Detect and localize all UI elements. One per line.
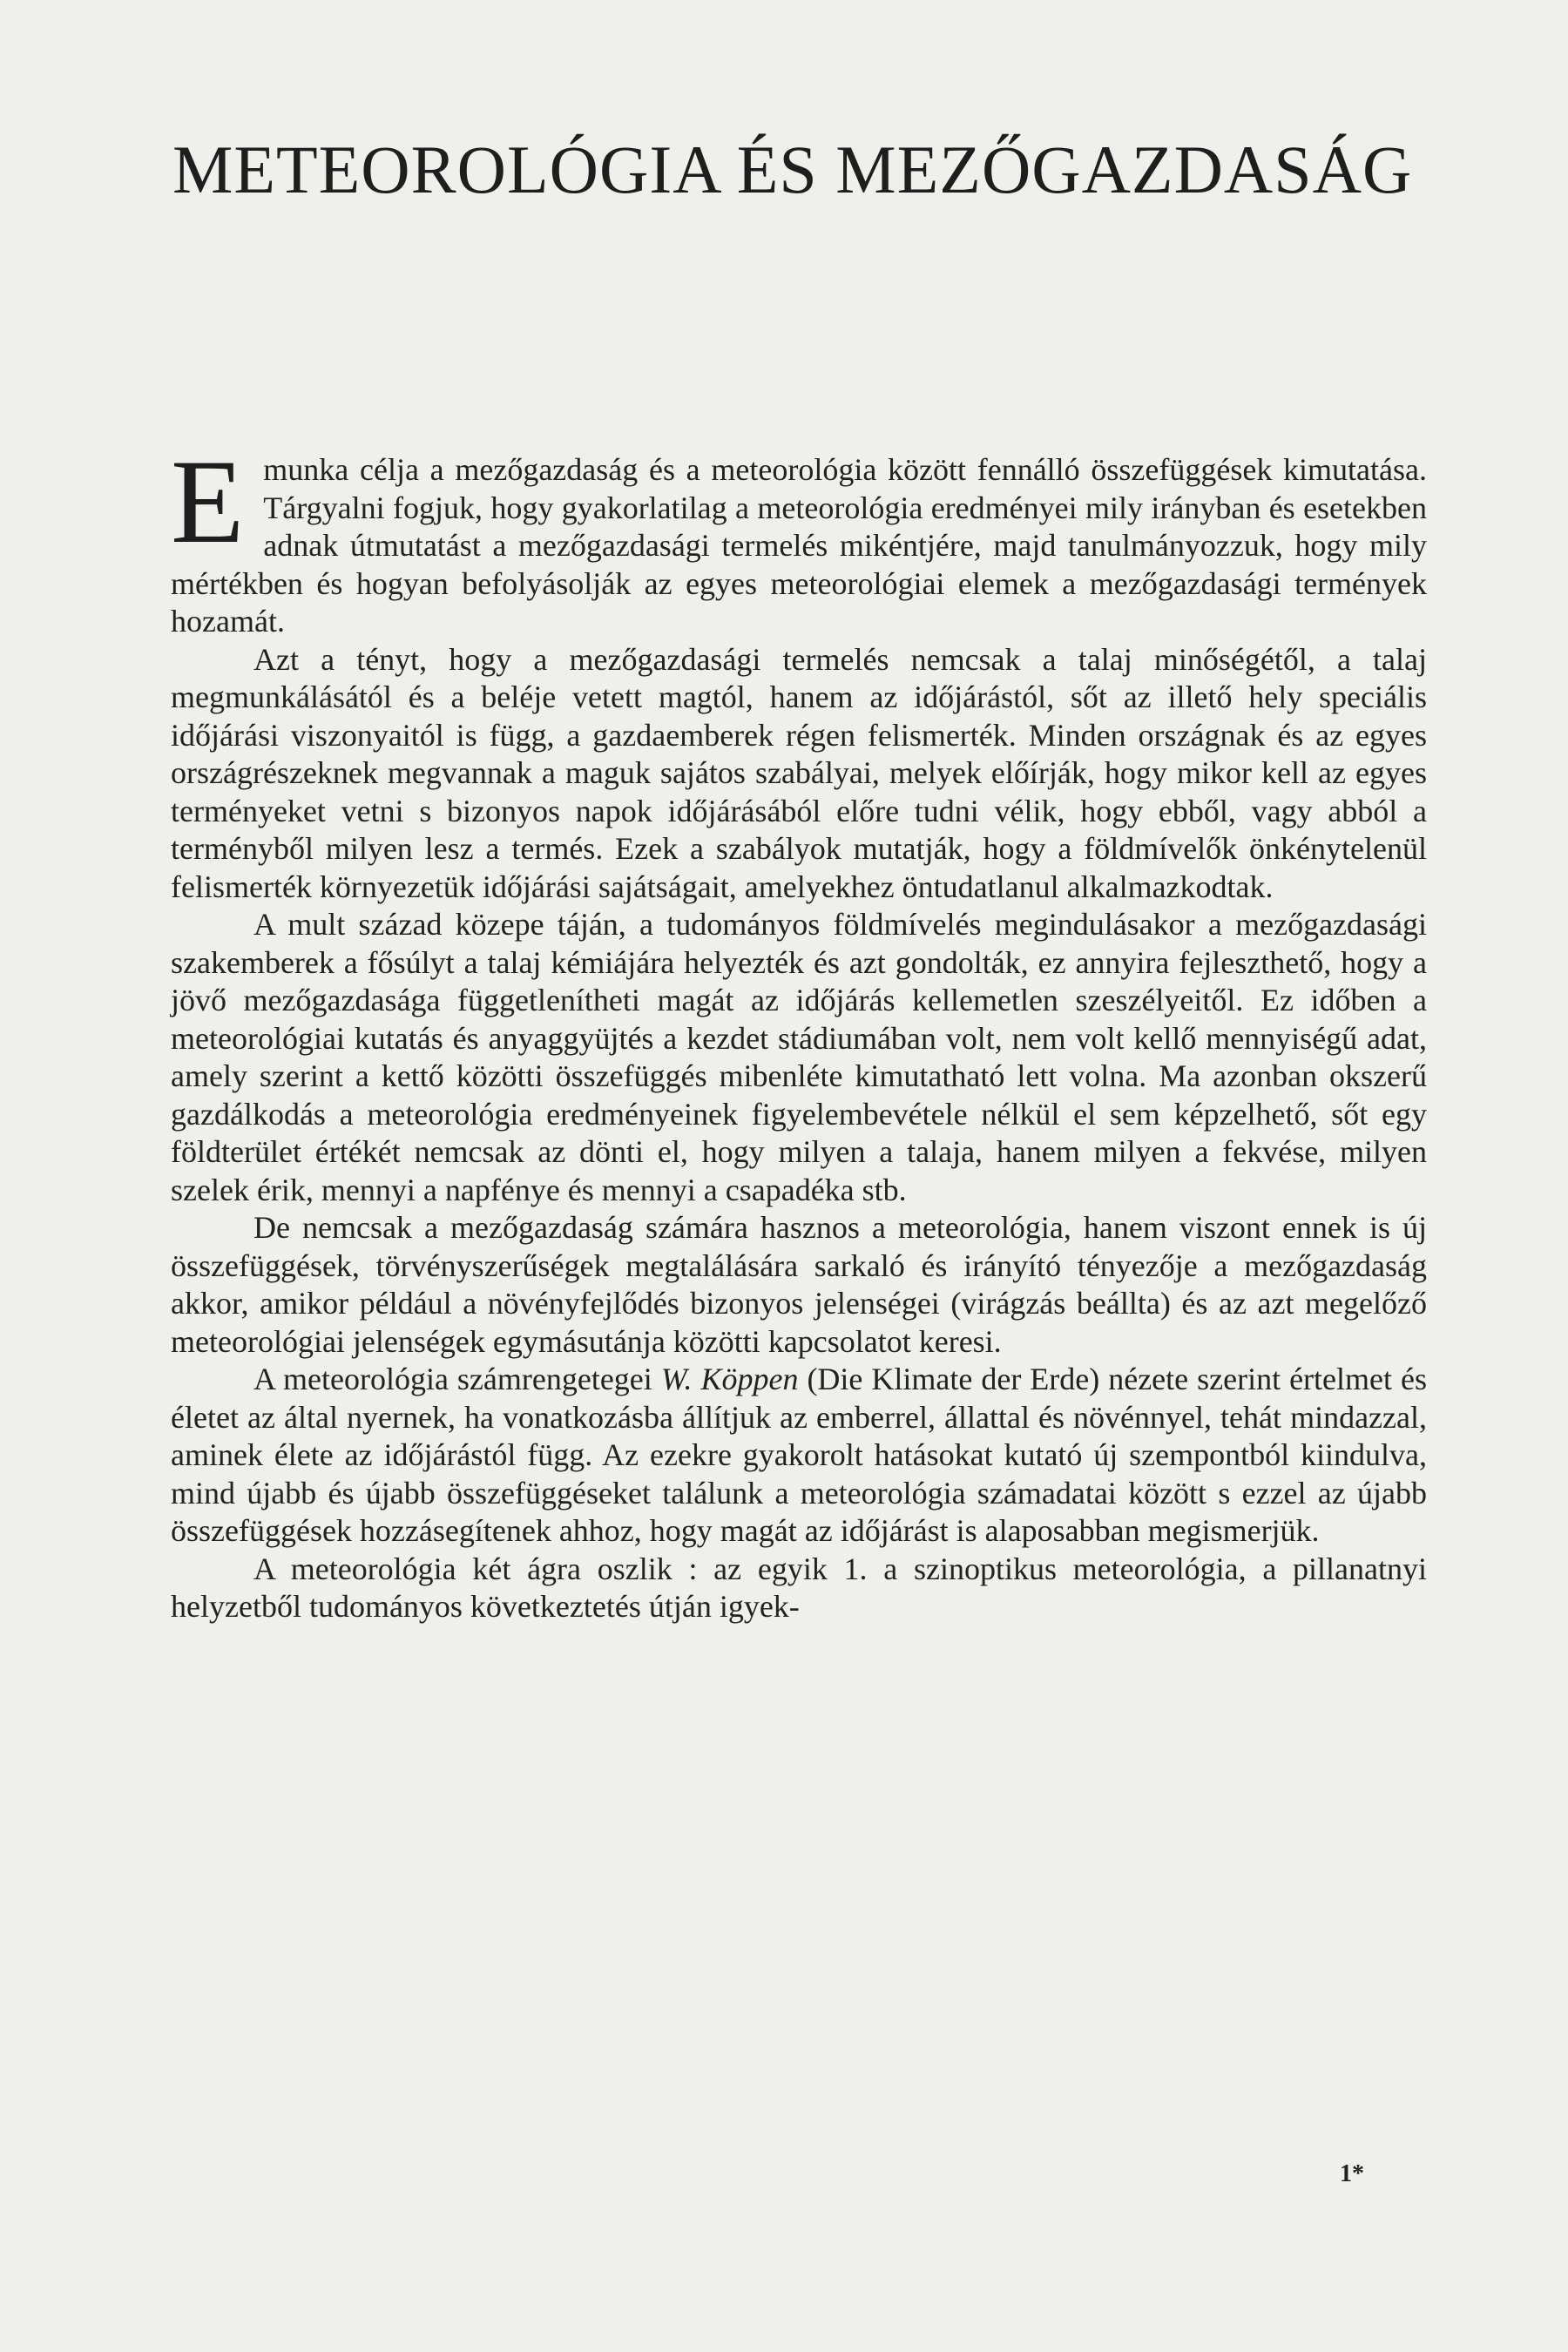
paragraph-1 (171, 435, 1427, 641)
drop-cap: E (171, 435, 245, 568)
paragraph-2: Azt a tényt, hogy a mezőgazdasági termelés nemcsak a talaj minőségétől, a talaj megmunkálásától és a beléje vetett magtól, hanem az időjárástól, sőt az illető hely speciális időjárási viszonyaitól is függ, a gazdaemberek régen felismerték. Minden országnak és az egyes országrészeknek megvannak a maguk sajátos szabályai, melyek előírják, hogy mikor kell az egyes terményeket vetni s bizonyos napok időjárásából előre tudni vélik, hogy ebből, vagy abból a terményből milyen lesz a termés. Ezek a szabályok mutatják, hogy a földmívelők önkénytelenül felismerték környezetük időjárási sajátságait, amelyekhez öntudatlanul alkalmazkodtak. (171, 641, 1427, 904)
article-body (171, 435, 1427, 1626)
paragraph-4: De nemcsak a mezőgazdaság számára hasznos a meteorológia, hanem viszont ennek is új összefüggések, törvényszerűségek megtalálására sarkaló és irányító tényezője a mezőgazdaság akkor, amikor például a növényfejlődés bizonyos jelenségei (virágzás beállta) és az azt megelőző meteorológiai jelenségek egymásutánja közötti kapcsolatot keresi. (171, 1210, 1427, 1359)
page-title: METEOROLÓGIA ÉS MEZŐGAZDASÁG (172, 132, 1413, 207)
paragraph-5 (171, 1361, 1427, 1551)
paragraph-5-text-b: (Die Klimate der Erde) nézete szerint értelmet és életet az által nyernek, ha vonatkozásba állítjuk az emberrel, állattal és növénnyel, tehát mindazzal, aminek élete az időjárástól függ. Az ezekre gyakorolt hatásokat kutató új szempontból kiindulva, mind újabb és újabb összefüggéseket találunk a meteorológia számadatai között s ezzel az újabb összefüggések hozzásegítenek ahhoz, hogy magát az időjárást is alaposabban megismerjük. (171, 1362, 1427, 1548)
paragraph-1-text: munka célja a mezőgazdaság és a meteorológia között fennálló összefüggések kimutatása. Tárgyalni fogjuk, hogy gyakorlatilag a meteorológia eredményei mily irányban és esetekben adnak útmutatást a mezőgazdasági termelés mikéntjére, majd tanulmányozzuk, hogy mily mértékben és hogyan befolyásolják az egyes meteorológiai elemek a mezőgazdasági termények hozamát. (171, 452, 1427, 639)
page-number: 1* (1340, 2160, 1364, 2187)
author-name-italic: W. Köppen (660, 1362, 799, 1396)
paragraph-6: A meteorológia két ágra oszlik : az egyik 1. a szinoptikus meteorológia, a pillanatnyi helyzetből tudományos következtetés útján igyek- (171, 1551, 1427, 1624)
paragraph-5-text-a: A meteorológia számrengetegei (253, 1362, 661, 1396)
paragraph-3: A mult század közepe táján, a tudományos földmívelés megindulásakor a mezőgazdasági szakemberek a fősúlyt a talaj kémiájára helyezték és azt gondolták, ez annyira fejleszthető, hogy a jövő mezőgazdasága függetlenítheti magát az időjárás kellemetlen szeszélyeitől. Ez időben a meteorológiai kutatás és anyaggyüjtés a kezdet stádiumában volt, nem volt kellő mennyiségű adat, amely szerint a kettő közötti összefüggés mibenléte kimutatható lett volna. Ma azonban okszerű gazdálkodás a meteorológia eredményeinek figyelembevétele nélkül el sem képzelhető, sőt egy földterület értékét nemcsak az dönti el, hogy milyen a talaja, hanem milyen a fekvése, milyen szelek érik, mennyi a napfénye és mennyi a csapadéka stb. (171, 907, 1427, 1207)
